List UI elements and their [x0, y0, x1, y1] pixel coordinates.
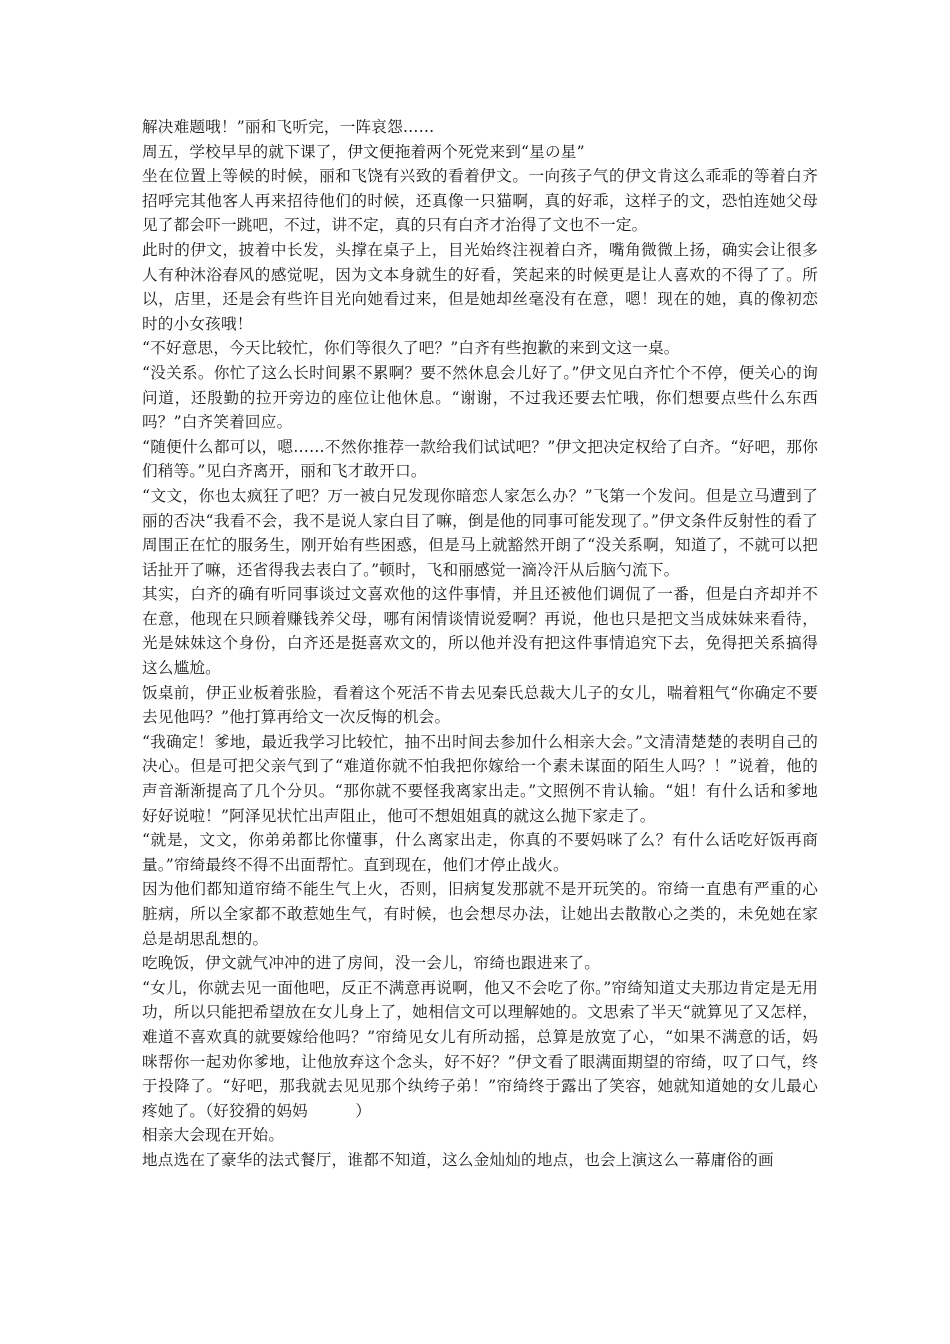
paragraph: 坐在位置上等候的时候，丽和飞饶有兴致的看着伊文。一向孩子气的伊文肯这么乖乖的等着白齐招呼完其他客人再来招待他们的时候，还真像一只猫啊，真的好乖，这样子的文，恐怕连她父母见了都会吓一跳吧，不过，讲不定，真的只有白齐才治得了文也不一定。: [142, 167, 818, 235]
paragraph: 因为他们都知道帘绮不能生气上火，否则，旧病复发那就不是开玩笑的。帘绮一直患有严重的心脏病，所以全家都不敢惹她生气，有时候，也会想尽办法，让她出去散散心之类的，未免她在家总是胡思乱想的。: [142, 880, 818, 948]
paragraph: 饭桌前，伊正业板着张脸，看着这个死活不肯去见秦氏总裁大儿子的女儿，喘着粗气“你确定不要去见他吗？”他打算再给文一次反悔的机会。: [142, 683, 818, 727]
paragraph: 此时的伊文，披着中长发，头撑在桌子上，目光始终注视着白齐，嘴角微微上扬，确实会让很多人有种沐浴春风的感觉呢，因为文本身就生的好看，笑起来的时候更是让人喜欢的不得了了。所以，店里，还是会有些许目光向她看过来，但是她却丝毫没有在意，嗯！现在的她，真的像初恋时的小女孩哦！: [142, 240, 818, 333]
paragraph: 相亲大会现在开始。: [142, 1126, 285, 1145]
paragraph: “不好意思，今天比较忙，你们等很久了吧？”白齐有些抱歉的来到文这一桌。: [142, 339, 680, 358]
paragraph: “随便什么都可以，嗯……不然你推荐一款给我们试试吧？”伊文把决定权给了白齐。“好吧，那你们稍等。”见白齐离开，丽和飞才敢开口。: [142, 437, 818, 481]
paragraph: 吃晚饭，伊文就气冲冲的进了房间，没一会儿，帘绮也跟进来了。: [142, 954, 601, 973]
paragraph: “文文，你也太疯狂了吧？万一被白兄发现你暗恋人家怎么办？”飞第一个发问。但是立马遭到了丽的否决“我看不会，我不是说人家白目了嘛，倒是他的同事可能发现了。”伊文条件反射性的看了周围正在忙的服务生，刚开始有些困惑，但是马上就豁然开朗了“没关系啊，知道了，不就可以把话扯开了嘛，还省得我去表白了。”顿时，飞和丽感觉一滴冷汗从后脑勺流下。: [142, 486, 818, 579]
paragraph: 地点选在了豪华的法式餐厅，谁都不知道，这么金灿灿的地点，也会上演这么一幕庸俗的画: [142, 1150, 774, 1169]
paragraph: “没关系。你忙了这么长时间累不累啊？要不然休息会儿好了。”伊文见白齐忙个不停，便关心的询问道，还殷勤的拉开旁边的座位让他休息。“谢谢，不过我还要去忙哦，你们想要点些什么东西吗？”白齐笑着回应。: [142, 363, 818, 432]
paragraph: “我确定！爹地，最近我学习比较忙，抽不出时间去参加什么相亲大会。”文清清楚楚的表明自己的决心。但是可把父亲气到了“难道你就不怕我把你嫁给一个素未谋面的陌生人吗？！”说着，他的声音渐渐提高了几个分贝。“那你就不要怪我离家出走。”文照例不肯认输。“姐！有什么话和爹地好好说啦！”阿泽见状忙出声阻止，他可不想姐姐真的就这么抛下家走了。: [142, 732, 818, 825]
paragraph: “就是，文文，你弟弟都比你懂事，什么离家出走，你真的不要妈咪了么？有什么话吃好饭再商量。”帘绮最终不得不出面帮忙。直到现在，他们才停止战火。: [142, 831, 818, 874]
document-body: [142, 115, 818, 1173]
paragraph: 周五，学校早早的就下课了，伊文便拖着两个死党来到“星の星”: [142, 142, 585, 161]
paragraph: 其实，白齐的确有听同事谈过文喜欢他的这件事情，并且还被他们调侃了一番，但是白齐却并不在意，他现在只顾着赚钱养父母，哪有闲情谈情说爱啊？再说，他也只是把文当成妹妹来看待，光是妹妹这个身份，白齐还是挺喜欢文的，所以他并没有把这件事情追究下去，免得把关系搞得这么尴尬。: [142, 585, 818, 678]
paragraph: 解决难题哦！”丽和飞听完，一阵哀怨……: [142, 118, 435, 136]
paragraph: “女儿，你就去见一面他吧，反正不满意再说啊，他又不会吃了你。”帘绮知道丈夫那边肯定是无用功，所以只能把希望放在女儿身上了，她相信文可以理解她的。文思索了半天“就算见了又怎样，难道不喜欢真的就要嫁给他吗？”帘绮见女儿有所动摇，总算是放宽了心，“如果不满意的话，妈咪帮你一起劝你爹地，让他放弃这个念头，好不好？”伊文看了眼满面期望的帘绮，叹了口气，终于投降了。“好吧，那我就去见见那个纨绔子弟！”帘绮终于露出了笑容，她就知道她的女儿最心疼她了。（好狡猾的妈妈 ）: [142, 978, 818, 1120]
